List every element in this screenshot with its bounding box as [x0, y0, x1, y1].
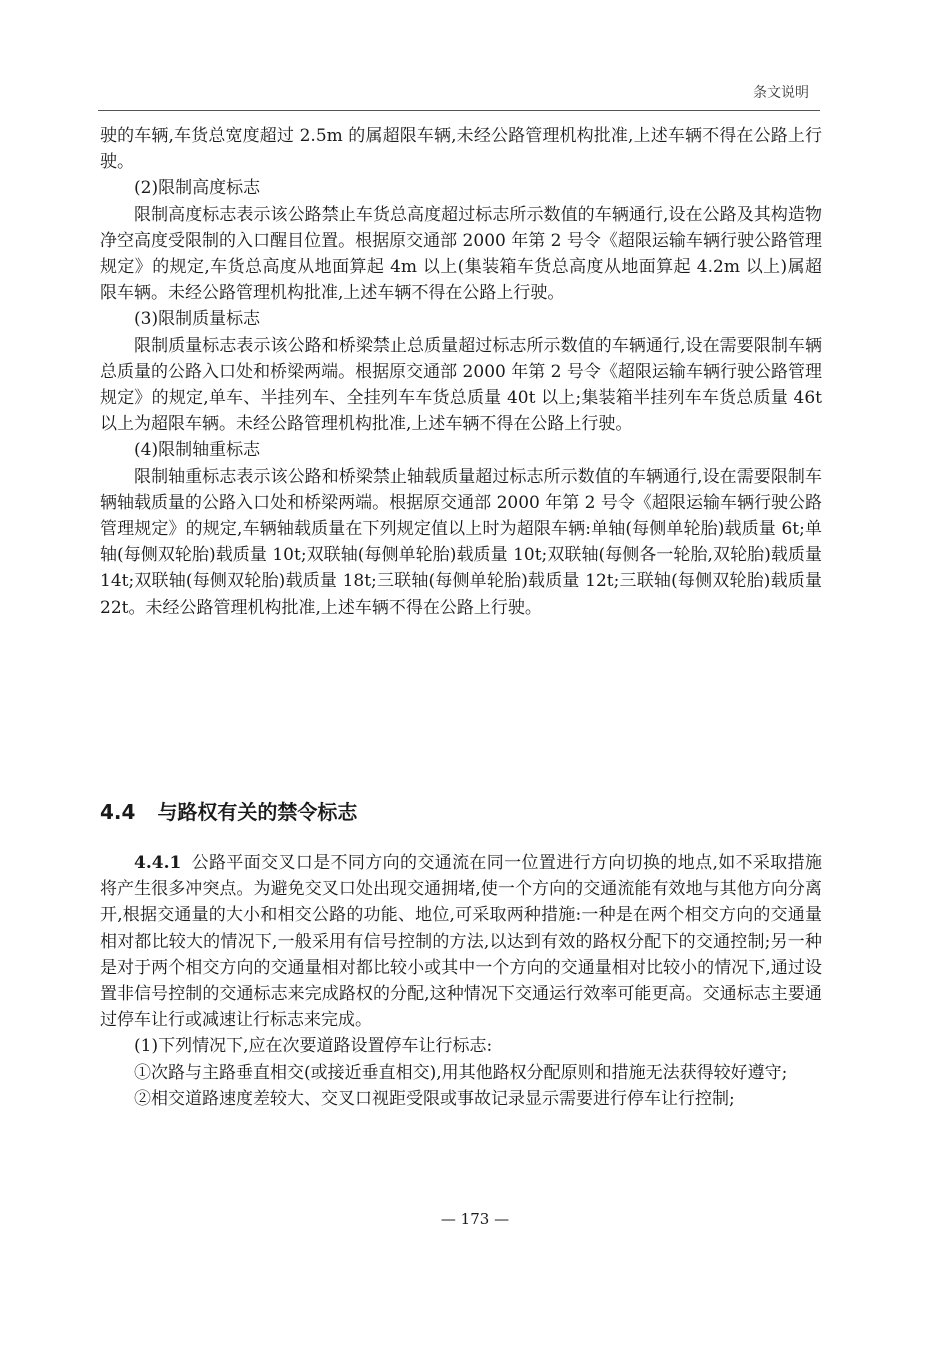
- section-heading: [100, 796, 357, 825]
- body-text-top: [100, 123, 822, 621]
- subheading: (2)限制高度标志: [134, 178, 261, 199]
- list-item: ②相交道路速度差较大、交叉口视距受限或事故记录显示需要进行停车让行控制;: [134, 1088, 735, 1109]
- paragraph: 限制轴重标志表示该公路和桥梁禁止轴载质量超过标志所示数值的车辆通行,设在需要限制车辆轴载质量的公路入口处和桥梁两端。根据原交通部 2000 年第 2 号令《超限运输车辆行驶公路管理规定》的规定,车辆轴载质量在下列规定值以上时为超限车辆:单轴(每侧单轮胎)载质量 6t;单轴(每侧双轮胎)载质量 10t;双联轴(每侧单轮胎)载质量 10t;双联轴(每侧各一轮胎,双轮胎)载质量 14t;双联轴(每侧双轮胎)载质量 18t;三联轴(每侧单轮胎)载质量 12t;三联轴(每侧双轮胎)载质量 22t。未经公路管理机构批准,上述车辆不得在公路上行驶。: [100, 466, 822, 618]
- subheading: (4)限制轴重标志: [134, 440, 261, 461]
- clause-number: 4.4.1: [134, 853, 182, 873]
- body-text-bottom: [100, 850, 822, 1112]
- section-number: 4.4: [100, 800, 136, 824]
- paragraph: (1)下列情况下,应在次要道路设置停车让行标志:: [134, 1036, 493, 1057]
- clause-paragraph: [100, 850, 822, 1033]
- header-rule: [98, 110, 820, 111]
- paragraph: 限制质量标志表示该公路和桥梁禁止总质量超过标志所示数值的车辆通行,设在需要限制车辆总质量的公路入口处和桥梁两端。根据原交通部 2000 年第 2 号令《超限运输车辆行驶公路管理规定》的规定,单车、半挂列车、全挂列车车货总质量 40t 以上;集装箱半挂列车车货总质量 46t 以上为超限车辆。未经公路管理机构批准,上述车辆不得在公路上行驶。: [100, 335, 822, 435]
- section-title: 与路权有关的禁令标志: [157, 800, 358, 824]
- paragraph: 驶的车辆,车货总宽度超过 2.5m 的属超限车辆,未经公路管理机构批准,上述车辆不得在公路上行驶。: [100, 126, 822, 173]
- subheading: (3)限制质量标志: [134, 309, 261, 330]
- page-number: — 173 —: [440, 1210, 510, 1228]
- list-item: ①次路与主路垂直相交(或接近垂直相交),用其他路权分配原则和措施无法获得较好遵守;: [134, 1062, 788, 1083]
- running-header: 条文说明: [753, 85, 809, 101]
- clause-text: 公路平面交叉口是不同方向的交通流在同一位置进行方向切换的地点,如不采取措施将产生很多冲突点。为避免交叉口处出现交通拥堵,使一个方向的交通流能有效地与其他方向分离开,根据交通量的大小和相交公路的功能、地位,可采取两种措施:一种是在两个相交方向的交通量相对都比较大的情况下,一般采用有信号控制的方法,以达到有效的路权分配下的交通控制;另一种是对于两个相交方向的交通量相对都比较小或其中一个方向的交通量相对比较小的情况下,通过设置非信号控制的交通标志来完成路权的分配,这种情况下交通运行效率可能更高。交通标志主要通过停车让行或减速让行标志来完成。: [100, 853, 822, 1031]
- paragraph: 限制高度标志表示该公路禁止车货总高度超过标志所示数值的车辆通行,设在公路及其构造物净空高度受限制的入口醒目位置。根据原交通部 2000 年第 2 号令《超限运输车辆行驶公路管理规定》的规定,车货总高度从地面算起 4m 以上(集装箱车货总高度从地面算起 4.2m 以上)属超限车辆。未经公路管理机构批准,上述车辆不得在公路上行驶。: [100, 204, 822, 304]
